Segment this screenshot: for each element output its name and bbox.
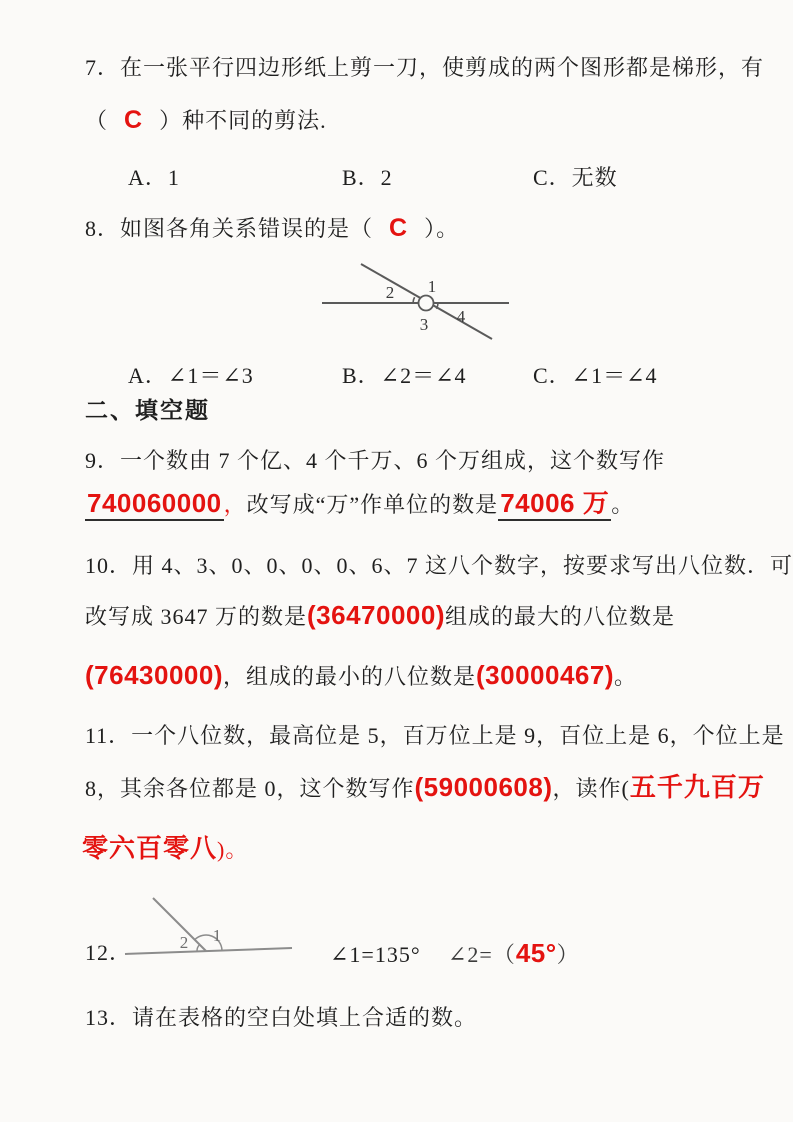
q8-option-b: B．∠2＝∠4 xyxy=(342,363,467,388)
q7-answer: C xyxy=(124,106,144,134)
base-line xyxy=(125,948,292,954)
q10-line3 xyxy=(85,660,637,692)
angle-label-1: 1 xyxy=(427,277,437,296)
vertex-circle xyxy=(419,296,434,311)
q9-answer-1: 740060000 xyxy=(85,488,224,521)
q10-line2-post: 组成的最大的八位数是 xyxy=(445,604,676,629)
q10-line2 xyxy=(85,600,675,632)
q12-number: 12． xyxy=(85,940,133,965)
q10-line2-pre: 改写成 3647 万的数是 xyxy=(85,604,308,629)
q11-answer-2-part2: 零六百零八 xyxy=(82,833,218,863)
q12-angle1-value: ∠1=135° xyxy=(330,942,421,967)
q8-stem xyxy=(85,213,459,244)
q10-answer-2: (76430000) xyxy=(85,660,223,690)
q7-stem-line2 xyxy=(85,105,327,136)
q12-answer: 45° xyxy=(515,938,557,968)
q10-line3-end: 。 xyxy=(614,664,638,689)
angle-on-line-diagram xyxy=(118,888,306,962)
angle-2-arc xyxy=(197,945,200,951)
q11-line2-mid: ，读作( xyxy=(552,776,630,801)
q11-line3 xyxy=(82,833,248,865)
q12-angle2 xyxy=(448,938,580,970)
q7-stem-line2-rest: ）种不同的剪法. xyxy=(159,108,327,133)
angle-label-2: 2 xyxy=(179,933,189,952)
q8-option-a: A．∠1＝∠3 xyxy=(128,363,254,388)
q9-mid-text: 改写成“万”作单位的数是 xyxy=(246,492,499,517)
q11-stem-line1: 11．一个八位数，最高位是 5，百万位上是 9，百位上是 6，个位上是 xyxy=(85,723,785,748)
q12-angle2-label: ∠2=（ xyxy=(448,942,516,967)
q7-option-a: A．1 xyxy=(128,165,180,190)
q8-answer: C xyxy=(389,214,409,242)
q10-answer-1: (36470000) xyxy=(307,600,446,630)
q9-stem-line1: 9．一个数由 7 个亿、4 个千万、6 个万组成，这个数写作 xyxy=(85,448,666,473)
q7-paren-open: （ xyxy=(85,108,109,133)
q10-stem-line1: 10．用 4、3、0、0、0、0、6、7 这八个数字，按要求写出八位数．可 xyxy=(85,553,793,578)
q11-line2 xyxy=(85,772,765,804)
q10-answer-3: (30000467) xyxy=(476,660,615,690)
section-fill-in-the-blanks-header: 二、填空题 xyxy=(85,398,210,423)
angle-label-3: 3 xyxy=(419,315,429,334)
q11-answer-2-part1: 五千九百万 xyxy=(629,772,765,802)
q11-period: 。 xyxy=(225,837,249,862)
angle-label-1: 1 xyxy=(212,926,222,945)
q7-option-b: B．2 xyxy=(342,165,393,190)
q12-close-paren: ） xyxy=(556,942,580,967)
angle-label-4: 4 xyxy=(456,307,466,326)
q8-stem-open: 8．如图各角关系错误的是（ xyxy=(85,216,374,241)
q8-stem-close: ）。 xyxy=(424,216,460,241)
q9-answer-2: 74006 万 xyxy=(498,488,611,521)
q7-stem-line1: 7．在一张平行四边形纸上剪一刀，使剪成的两个图形都是梯形，有 xyxy=(85,55,765,80)
q8-option-c: C．∠1＝∠4 xyxy=(533,363,658,388)
q9-comma: ， xyxy=(223,492,247,517)
q11-line2-pre: 8，其余各位都是 0，这个数写作 xyxy=(85,776,415,801)
angle-label-2: 2 xyxy=(385,283,395,302)
q13-stem: 13．请在表格的空白处填上合适的数。 xyxy=(85,1005,478,1030)
intersecting-lines-diagram xyxy=(316,254,516,350)
q11-answer-1: (59000608) xyxy=(414,772,553,802)
q10-line3-mid: ，组成的最小的八位数是 xyxy=(223,664,477,689)
q7-option-c: C．无数 xyxy=(533,165,618,190)
q9-answer-line xyxy=(85,488,634,520)
q9-period: 。 xyxy=(611,492,635,517)
q11-close-paren: ) xyxy=(217,837,226,862)
